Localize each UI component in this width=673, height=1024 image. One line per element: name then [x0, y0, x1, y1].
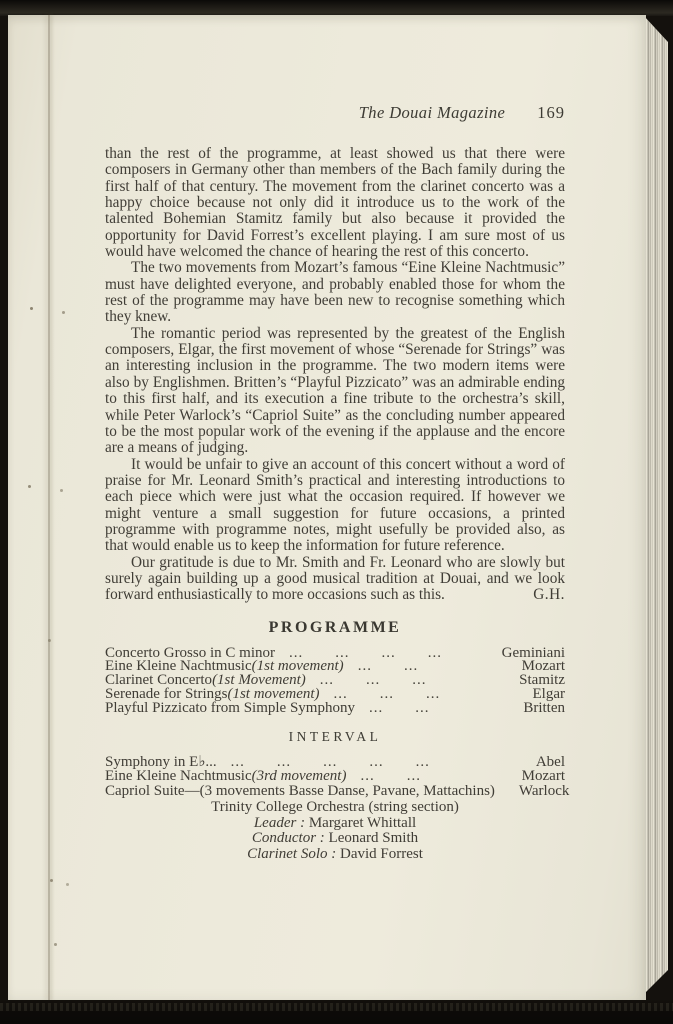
- piece-title: Eine Kleine Nachtmusic: [105, 768, 252, 785]
- credit-name: Leonard Smith: [328, 830, 419, 847]
- piece-title: Eine Kleine Nachtmusic: [105, 658, 252, 675]
- composer-name: Geminiani: [501, 644, 565, 661]
- cover-weave-texture: [0, 1003, 673, 1011]
- credit-line: [105, 816, 565, 832]
- programme-heading: PROGRAMME: [268, 618, 402, 636]
- programme-row: [105, 755, 565, 770]
- credit-name: David Forrest: [340, 846, 423, 863]
- piece-title: Capriol Suite—(3 movements Basse Danse, Pavane, Mattachins): [105, 782, 495, 799]
- composer-name: Mozart: [521, 768, 565, 785]
- paragraph: The romantic period was represented by the greatest of the English composers, Elgar, the first movement of whose “Serenade for Strings” was an interesting inclusion in the programme. The two modern items were also by Englishmen. Britten’s “Playful Pizzicato” was an admirable ending to this first half, and its execution a fine tribute to the orchestra’s skill, while Peter Warlock’s “Capriol Suite” as the concluding number appeared to be the most popular work of the evening if the applause and the encore are a means of judging.: [105, 324, 565, 457]
- paragraph: It would be unfair to give an account of this concert without a word of praise for Mr. Leonard Smith’s practical and interesting introductions to each piece which were just what the occasion required. If however we might venture a small suggestion for future occasions, a printed programme with programme notes, might usefully be provided also, as that would enable us to keep the information for future reference.: [105, 455, 565, 555]
- piece-movement: (1st movement): [227, 686, 320, 703]
- programme-row: [105, 782, 570, 799]
- programme-row: [105, 699, 565, 716]
- magazine-title: The Douai Magazine: [358, 103, 506, 122]
- paragraph: than the rest of the programme, at least showed us that there were composers in Germany other than members of the Bach family during the first half of that century. The movement from the clarinet concerto was a happy choice because not only did it introduce us to the work of the talented Bohemian Stamitz family but also because it provided the opportunity for David Forrest’s excellent playing. I am sure most of us would have welcomed the chance of hearing the rest of this concerto.: [105, 145, 565, 261]
- piece-title: Playful Pizzicato from Simple Symphony: [105, 699, 355, 716]
- page-content: [8, 15, 646, 1001]
- interval-programme-list: [105, 753, 570, 799]
- interval-heading: INTERVAL: [288, 728, 382, 744]
- dot-leader: ... ... ... ... ...: [230, 754, 430, 770]
- piece-title: Concerto Grosso in C minor: [105, 644, 275, 661]
- piece-movement: (1st movement): [251, 658, 344, 675]
- credit-line: [105, 831, 565, 847]
- dot-leader: ... ... ... ...: [289, 646, 442, 661]
- composer-name: Elgar: [532, 686, 565, 703]
- paragraph: The two movements from Mozart’s famous “Eine Kleine Nachtmusic” must have delighted everyone, and probably enabled those for whom the rest of the programme may have been new to recognise something which they knew.: [105, 259, 565, 326]
- credit-role: Conductor :: [251, 830, 325, 847]
- dot-leader: ... ...: [368, 701, 430, 716]
- composer-name: Britten: [523, 699, 565, 716]
- author-initials: G.H.: [533, 586, 565, 604]
- composer-name: Stamitz: [519, 672, 565, 689]
- dot-leader: ... ...: [357, 660, 419, 675]
- piece-movement: (3rd movement): [251, 768, 347, 785]
- book-cover-top-edge: [0, 0, 673, 16]
- paragraph: [105, 555, 565, 604]
- page-number: 169: [537, 103, 565, 122]
- composer-name: Mozart: [521, 658, 565, 675]
- running-head: [105, 103, 565, 123]
- programme-row: [105, 769, 565, 784]
- piece-title: Symphony in E♭...: [105, 753, 217, 770]
- page-stack-fore-edge: [644, 16, 668, 1000]
- magazine-page: [8, 15, 646, 1001]
- credit-line: [105, 847, 565, 863]
- orchestra-line: Trinity College Orchestra (string section): [211, 799, 459, 816]
- credit-role: Clarinet Solo :: [247, 846, 337, 863]
- dot-leader: ... ...: [360, 769, 421, 784]
- book-cover-bottom-edge: [0, 1000, 673, 1024]
- piece-movement: (1st Movement): [212, 672, 306, 689]
- credit-name: Margaret Whittall: [308, 814, 417, 831]
- piece-title: Clarinet Concerto: [105, 672, 213, 689]
- programme-list: [105, 644, 565, 716]
- dot-leader: ... ... ...: [319, 674, 427, 689]
- paragraph-text: Our gratitude is due to Mr. Smith and Fr. Leonard who are slowly but surely again building up a good musical tradition at Douai, and we look forward enthusiastically to more occasions such as this.: [105, 553, 565, 604]
- dot-leader: ... ... ...: [333, 688, 441, 702]
- credit-role: Leader :: [253, 814, 306, 831]
- composer-name: Abel: [535, 753, 565, 770]
- composer-name: Warlock: [518, 782, 570, 799]
- article-body: [105, 146, 565, 604]
- piece-title: Serenade for Strings: [105, 686, 228, 703]
